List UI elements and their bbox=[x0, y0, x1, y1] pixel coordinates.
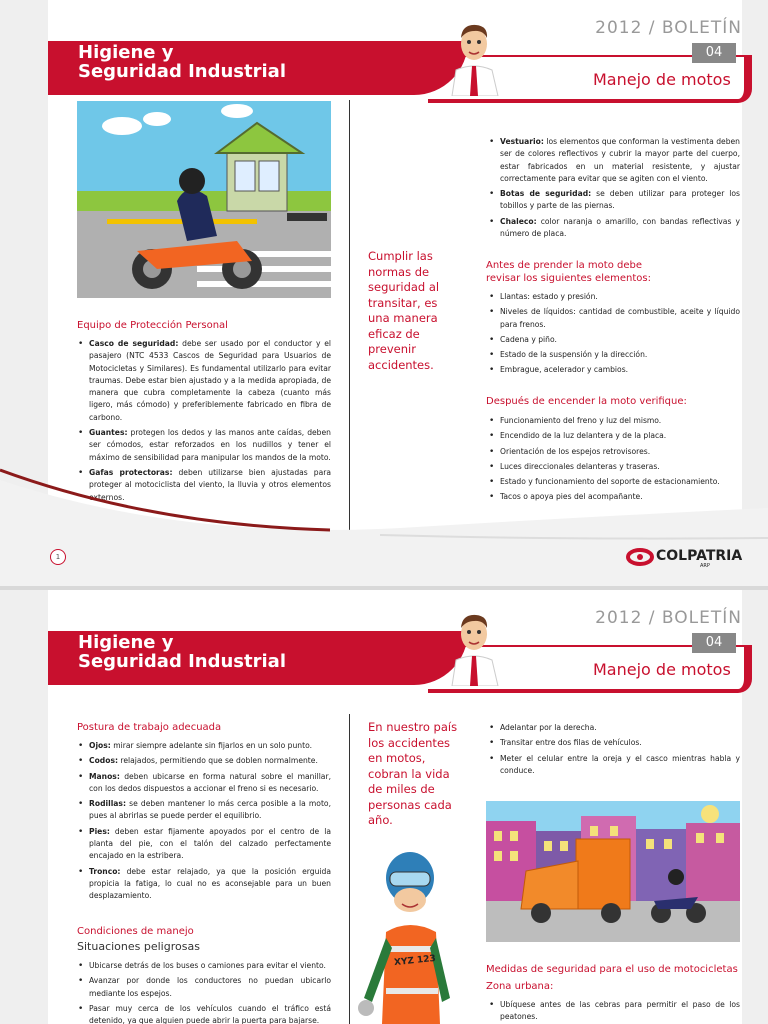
list-item: • Ubicarse detrás de los buses o camiones para evitar el viento. bbox=[77, 960, 331, 972]
column-divider bbox=[349, 714, 350, 1024]
list-item: • Cadena y piño. bbox=[488, 334, 740, 346]
measures-section-title: Medidas de seguridad para el uso de motocicletas bbox=[486, 964, 738, 975]
pull-quote: En nuestro país los accidentes en motos, cobran la vida de miles de personas cada año. bbox=[368, 720, 458, 827]
list-item: • Manos: deben ubicarse en forma natural sobre el manillar, con los dedos dispuestos a accionar el freno si es necesario. bbox=[77, 771, 331, 796]
issue-number: 04 bbox=[692, 633, 736, 653]
list-item: • Funcionamiento del freno y luz del mismo. bbox=[488, 415, 740, 427]
list-item: • Estado de la suspensión y la dirección. bbox=[488, 349, 740, 361]
list-item: • Embrague, acelerador y cambios. bbox=[488, 364, 740, 376]
check-section-title: Antes de prender la moto debe revisar los siguientes elementos: bbox=[486, 260, 651, 284]
list-item: • Botas de seguridad: se deben utilizar para proteger los tobillos y parte de las piernas. bbox=[488, 188, 740, 213]
risky-actions-list bbox=[488, 722, 740, 780]
year-label: 2012 / BOLETÍN bbox=[595, 608, 742, 628]
mascot-man-icon bbox=[446, 20, 506, 96]
conditions-section-title: Condiciones de manejo bbox=[77, 926, 194, 937]
list-item: • Encendido de la luz delantera y de la placa. bbox=[488, 430, 740, 442]
pull-quote: Cumplir las normas de seguridad al transitar, es una manera eficaz de prevenir accidentes. bbox=[368, 249, 440, 372]
list-item: • Chaleco: color naranja o amarillo, con bandas reflectivas y número de placa. bbox=[488, 216, 740, 241]
list-item: • Codos: relajados, permitiendo que se doblen normalmente. bbox=[77, 755, 331, 767]
topic-title: Manejo de motos bbox=[593, 660, 731, 679]
list-item: • Llantas: estado y presión. bbox=[488, 291, 740, 303]
check-list bbox=[488, 291, 740, 380]
list-item: • Ojos: mirar siempre adelante sin fijarlos en un solo punto. bbox=[77, 740, 331, 752]
list-item: • Rodillas: se deben mantener lo más cerca posible a la moto, pues al abrirlas se puede perder el equilibrio. bbox=[77, 798, 331, 823]
urban-zone-title: Zona urbana: bbox=[486, 981, 554, 992]
biker-character-illustration bbox=[352, 848, 462, 1024]
list-item: • Estado y funcionamiento del soporte de estacionamiento. bbox=[488, 476, 740, 488]
urban-list bbox=[488, 999, 740, 1024]
mascot-man-icon bbox=[446, 610, 506, 686]
list-item: • Meter el celular entre la oreja y el casco mientras habla y conduce. bbox=[488, 753, 740, 778]
list-item: • Tacos o apoya pies del acompañante. bbox=[488, 491, 740, 503]
list-item: • Transitar entre dos filas de vehículos. bbox=[488, 737, 740, 749]
colpatria-logo: COLPATRIA ARP bbox=[626, 547, 654, 571]
list-item: • Tronco: debe estar relajado, ya que la posición erguida propicia la fatiga, lo cual no es aconsejable para un buen desplazamiento. bbox=[77, 866, 331, 903]
posture-list bbox=[77, 740, 331, 906]
list-item: • Pies: deben estar fijamente apoyados por el centro de la planta del pie, con el talón del calzado perfectamente encajado en la estribera. bbox=[77, 826, 331, 863]
list-item: • Casco de seguridad: debe ser usado por el conductor y el pasajero (NTC 4533 Cascos de Seguridad para Usuarios de Motocicletas y Similares). Es fundamental utilizarlo para evitar traumas. Debe estar bien ajustado y a la medida apropiada, de manera que cubra completamente la cabeza (cuanto más ligero, más cómodo) y preferiblemente fabricado en fibra de carbono. bbox=[77, 338, 331, 424]
newsletter-title: Higiene y Seguridad Industrial bbox=[78, 42, 286, 82]
city-traffic-illustration bbox=[486, 801, 740, 942]
title-ribbon bbox=[48, 41, 468, 95]
verify-section-title: Después de encender la moto verifique: bbox=[486, 396, 687, 407]
list-item: • Avanzar por donde los conductores no puedan ubicarlo mediante los espejos. bbox=[77, 975, 331, 1000]
page-two bbox=[0, 590, 768, 1024]
colpatria-swirl-icon bbox=[626, 547, 654, 567]
posture-section-title: Postura de trabajo adecuada bbox=[77, 722, 222, 733]
list-item: • Guantes: protegen los dedos y las manos ante caídas, deben ser cómodos, estar reforzados en los nudillos y tener el máximo de sensibilidad para manipular los mandos de la moto. bbox=[77, 427, 331, 464]
list-item: • Ubíquese antes de las cebras para permitir el paso de los peatones. bbox=[488, 999, 740, 1024]
header-banner bbox=[48, 631, 744, 689]
list-item: • Niveles de líquidos: cantidad de combustible, aceite y líquido para frenos. bbox=[488, 306, 740, 331]
vest-plate-label: XYZ 123 bbox=[393, 953, 437, 969]
list-item: • Orientación de los espejos retrovisores. bbox=[488, 446, 740, 458]
year-label: 2012 / BOLETÍN bbox=[595, 18, 742, 38]
newsletter-title: Higiene y Seguridad Industrial bbox=[78, 632, 286, 672]
left-margin bbox=[0, 590, 48, 1024]
dangers-list bbox=[77, 960, 331, 1024]
list-item: • Luces direccionales delanteras y traseras. bbox=[488, 461, 740, 473]
dangers-subtitle: Situaciones peligrosas bbox=[77, 940, 200, 953]
equipment-section-title: Equipo de Protección Personal bbox=[77, 320, 228, 331]
title-ribbon bbox=[48, 631, 468, 685]
issue-number: 04 bbox=[692, 43, 736, 63]
list-item: • Gafas protectoras: deben utilizarse bien ajustadas para proteger al motociclista del viento, la lluvia y otros elementos externos. bbox=[77, 467, 331, 504]
clothing-list bbox=[488, 136, 740, 243]
motorcycle-checkpoint-illustration bbox=[77, 101, 331, 298]
header-banner bbox=[48, 41, 744, 99]
list-item: • Adelantar por la derecha. bbox=[488, 722, 740, 734]
topic-title: Manejo de motos bbox=[593, 70, 731, 89]
page-number: 1 bbox=[50, 549, 66, 565]
list-item: • Vestuario: los elementos que conforman la vestimenta deben ser de colores reflectivos y cubrir la mayor parte del cuerpo, estar fabricados en un material resistente, y ajustar correctamente para evitar que se agiten con el viento. bbox=[488, 136, 740, 185]
list-item: • Pasar muy cerca de los vehículos cuando el tráfico está detenido, ya que alguien puede abrir la puerta para bajarse. bbox=[77, 1003, 331, 1024]
